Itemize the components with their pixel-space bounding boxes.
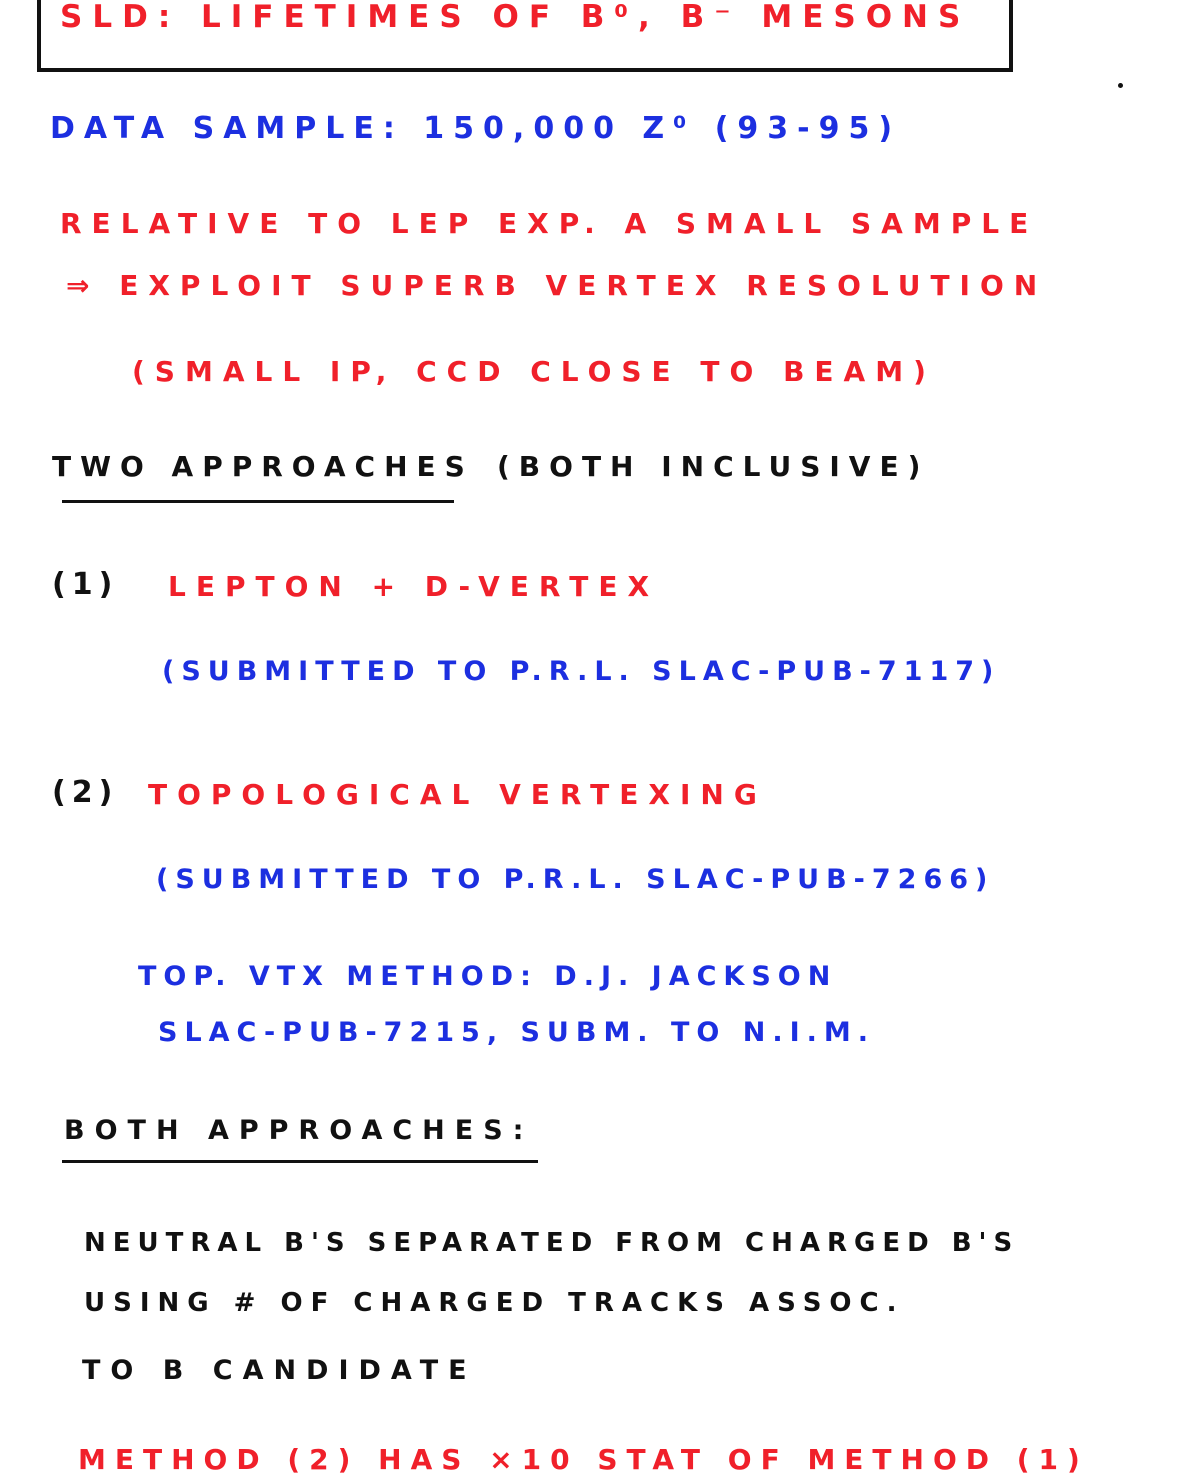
method-2-stat-line: METHOD (2) HAS ×10 STAT OF METHOD (1)	[78, 1443, 1089, 1476]
exploit-line: ⇒ EXPLOIT SUPERB VERTEX RESOLUTION	[66, 269, 1048, 302]
method-1-number: (1)	[52, 567, 119, 602]
neutral-line-3: TO B CANDIDATE	[82, 1355, 477, 1386]
stray-dot	[1118, 83, 1123, 88]
top-vtx-line-2: SLAC-PUB-7215, SUBM. TO N.I.M.	[158, 1017, 876, 1048]
two-approaches-heading: TWO APPROACHES	[52, 450, 474, 483]
method-2-reference: (SUBMITTED TO P.R.L. SLAC-PUB-7266)	[156, 864, 995, 895]
top-vtx-line-1: TOP. VTX METHOD: D.J. JACKSON	[138, 961, 838, 992]
method-1-title: LEPTON + D-VERTEX	[168, 570, 660, 603]
data-sample-line: DATA SAMPLE: 150,000 Z⁰ (93-95)	[50, 111, 902, 146]
small-ip-line: (SMALL IP, CCD CLOSE TO BEAM)	[132, 355, 936, 388]
neutral-line-1: NEUTRAL B'S SEPARATED FROM CHARGED B'S	[84, 1228, 1020, 1258]
relative-line: RELATIVE TO LEP EXP. A SMALL SAMPLE	[60, 207, 1039, 240]
two-approaches-underline	[62, 500, 454, 503]
neutral-line-2: USING # OF CHARGED TRACKS ASSOC.	[84, 1288, 905, 1318]
method-2-number: (2)	[52, 775, 119, 810]
method-1-reference: (SUBMITTED TO P.R.L. SLAC-PUB-7117)	[162, 656, 1001, 687]
both-approaches-underline	[62, 1160, 538, 1163]
page-title: SLD: LIFETIMES OF B⁰, B⁻ MESONS	[60, 0, 971, 35]
both-approaches-heading: BOTH APPROACHES:	[64, 1115, 534, 1146]
method-2-title: TOPOLOGICAL VERTEXING	[148, 778, 767, 811]
both-inclusive-label: (BOTH INCLUSIVE)	[497, 450, 930, 483]
